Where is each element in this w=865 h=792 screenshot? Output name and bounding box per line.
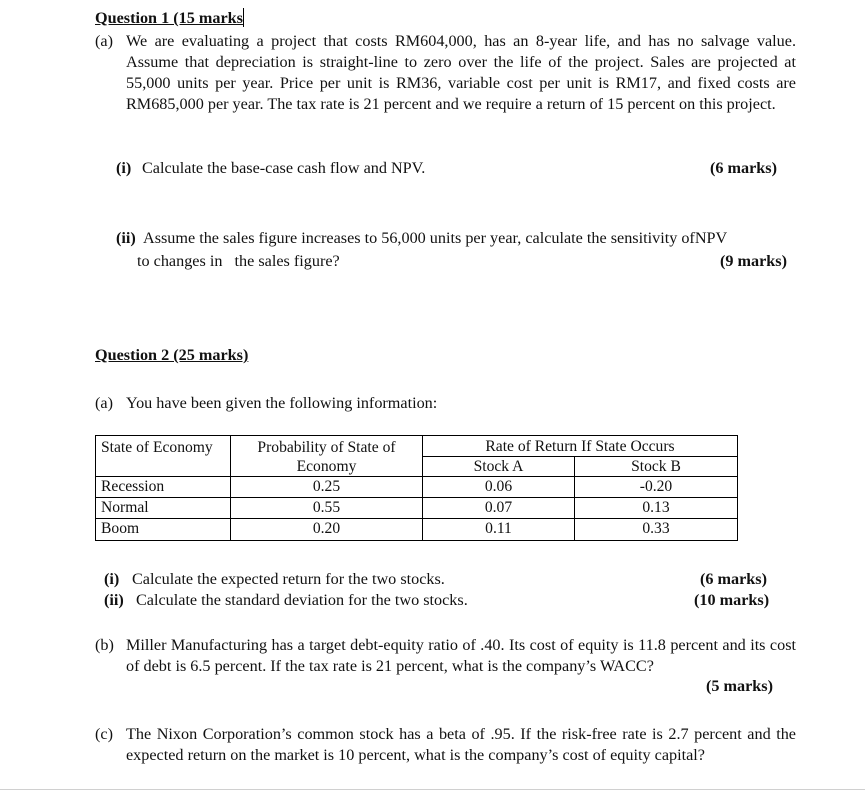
q1-i-label: (i) <box>116 159 132 177</box>
q1-a-text: We are evaluating a project that costs RM604,000, has an 8-year life, and has no salvage value. Assume that depreciation is straight-line to zero over the life of the project. Sales are projected at 55,000 units per year. Price per unit is RM36, variable cost per unit is RM17, and fixed costs are RM685,000 per year. The tax rate is 21 percent and we require a return of 15 percent on this project. <box>126 32 796 113</box>
cell-stock-b: 0.33 <box>575 519 738 541</box>
q1-ii-label: (ii) <box>116 229 136 247</box>
table-row <box>96 477 738 498</box>
q2-sub-ii-marks: (10 marks) <box>694 591 770 609</box>
cell-stock-b: -0.20 <box>575 477 738 498</box>
q2-c-text: The Nixon Corporation’s common stock has a beta of .95. If the risk-free rate is 2.7 percent and the expected return on the market is 10 percent, what is the company’s cost of equity capital? <box>126 725 796 764</box>
q2-sub-i-label: (i) <box>104 570 120 588</box>
q2-a-text: You have been given the following information: <box>126 394 438 412</box>
q2-sub-ii-text: Calculate the standard deviation for the two stocks. <box>136 591 468 609</box>
q1-i-marks: (6 marks) <box>710 159 777 177</box>
header-stock-a: Stock A <box>423 457 575 477</box>
cell-state: Boom <box>96 519 231 541</box>
cell-state: Normal <box>96 498 231 519</box>
q2-c-label: (c) <box>95 725 113 743</box>
header-probability-line2: Economy <box>296 458 357 475</box>
state-of-economy-table <box>95 435 738 541</box>
page-bottom-divider <box>0 789 865 790</box>
q2-sub-i-text: Calculate the expected return for the two stocks. <box>132 570 445 588</box>
header-probability <box>231 436 423 477</box>
q1-ii-line2: to changes in the sales figure? <box>137 252 340 270</box>
cell-stock-a: 0.07 <box>423 498 575 519</box>
question-2-heading: Question 2 (25 marks) <box>95 346 249 364</box>
header-probability-line1: Probability of State of <box>257 439 396 456</box>
cell-probability: 0.25 <box>231 477 423 498</box>
header-stock-b: Stock B <box>575 457 738 477</box>
q2-b-text: Miller Manufacturing has a target debt-equity ratio of .40. Its cost of equity is 11.8 percent and its cost of debt is 6.5 percent. If the tax rate is 21 percent, what is the company’s WACC? <box>126 636 796 675</box>
header-state-of-economy: State of Economy <box>96 436 231 477</box>
cell-stock-a: 0.11 <box>423 519 575 541</box>
cell-stock-a: 0.06 <box>423 477 575 498</box>
text-cursor <box>243 8 244 27</box>
header-rate-of-return: Rate of Return If State Occurs <box>423 436 738 457</box>
q2-b-label: (b) <box>95 636 114 654</box>
q1-ii-marks: (9 marks) <box>720 252 787 270</box>
cell-probability: 0.20 <box>231 519 423 541</box>
q2-b-marks: (5 marks) <box>706 677 773 695</box>
q2-sub-i-marks: (6 marks) <box>700 570 767 588</box>
question-1-heading: Question 1 (15 marks <box>95 9 243 27</box>
q2-a-label: (a) <box>95 394 113 412</box>
q2-sub-ii-label: (ii) <box>104 591 124 609</box>
cell-state: Recession <box>96 477 231 498</box>
q1-i-text: Calculate the base-case cash flow and NPV. <box>142 159 426 177</box>
q1-a-label: (a) <box>95 32 113 50</box>
q1-ii-line1: Assume the sales figure increases to 56,000 units per year, calculate the sensitivity ofNPV <box>143 229 728 247</box>
table-row <box>96 498 738 519</box>
table-row <box>96 519 738 541</box>
cell-stock-b: 0.13 <box>575 498 738 519</box>
cell-probability: 0.55 <box>231 498 423 519</box>
